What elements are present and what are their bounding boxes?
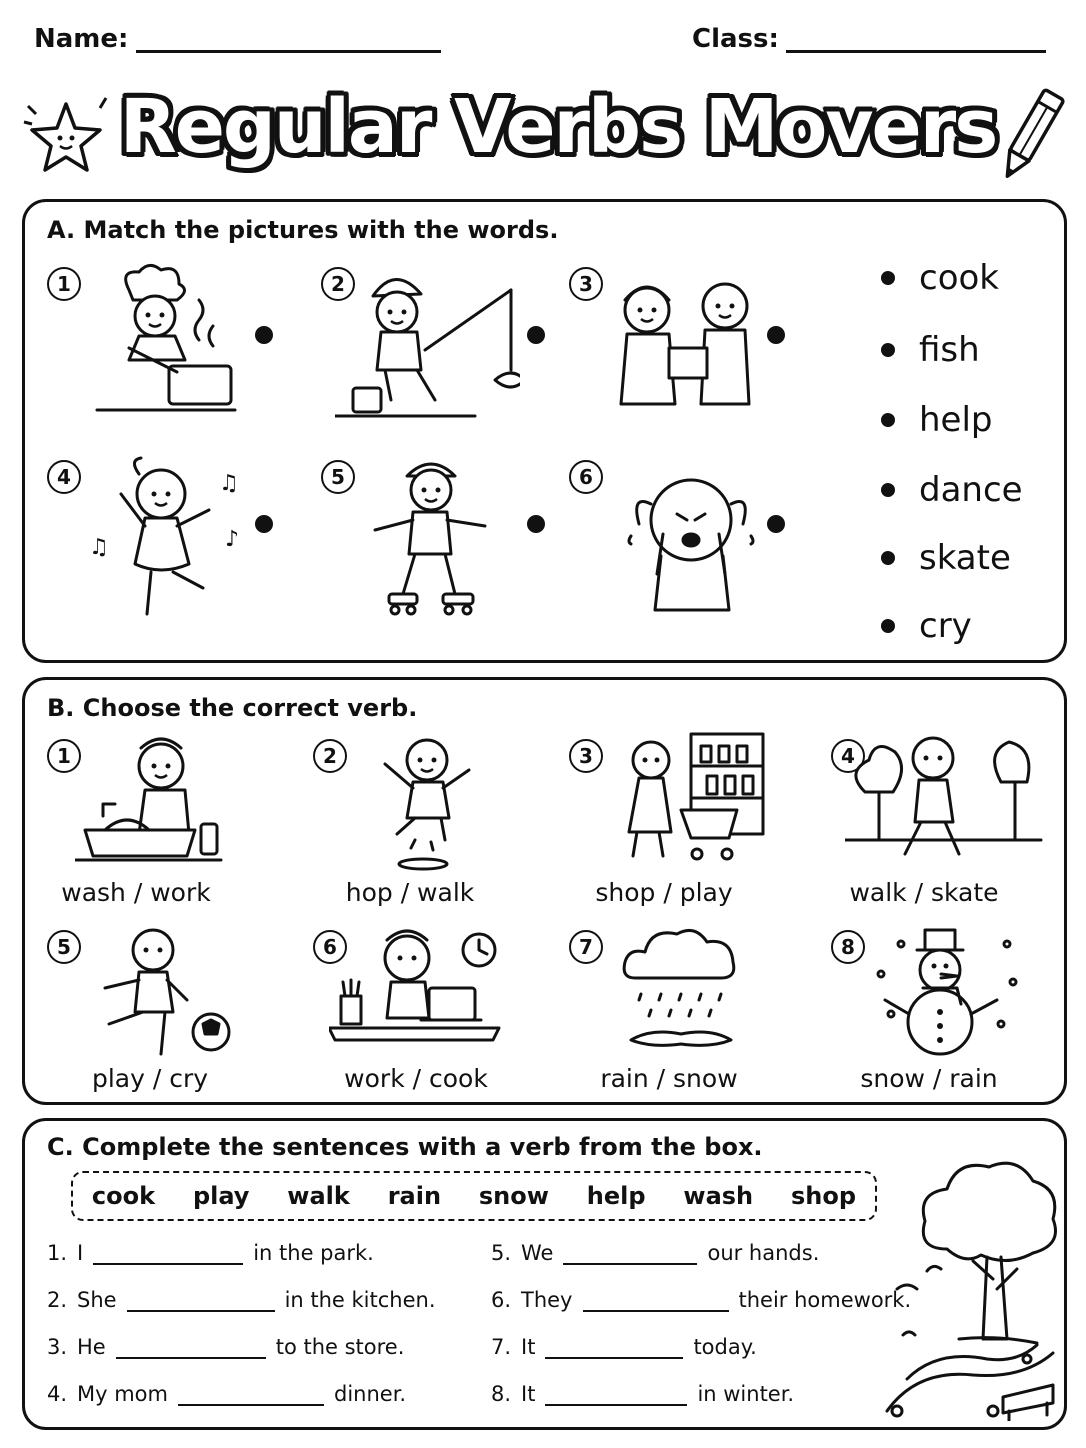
section-a-title: A. Match the pictures with the words. (47, 216, 559, 244)
section-a (22, 199, 1067, 663)
verb-choice[interactable]: shop / play (595, 878, 733, 907)
sentence: 2. She in the kitchen. (47, 1288, 436, 1312)
rain-cloud-icon (621, 924, 741, 1064)
box-word: rain (387, 1182, 442, 1210)
box-word: snow (478, 1182, 549, 1210)
sentence: 6. They their homework. (491, 1288, 912, 1312)
item-number: 1 (47, 739, 81, 773)
answer-blank[interactable] (545, 1337, 683, 1359)
item-number: 4 (47, 460, 81, 494)
item-number: 2 (321, 267, 355, 301)
smiling-star-icon (20, 92, 112, 180)
boy-walking-park-icon (845, 732, 1045, 872)
boy-washing-dishes-icon (75, 734, 225, 869)
item-number: 4 (831, 739, 865, 773)
item-number: 5 (321, 460, 355, 494)
girl-hopping-icon (365, 730, 485, 875)
verb-choice[interactable]: work / cook (344, 1064, 488, 1093)
class-label: Class: (692, 24, 779, 54)
item-number: 2 (313, 739, 347, 773)
match-word[interactable]: cook (881, 258, 999, 298)
item-number: 8 (831, 930, 865, 964)
answer-blank[interactable] (583, 1290, 729, 1312)
word-box (71, 1171, 877, 1221)
item-number: 3 (569, 739, 603, 773)
svg-text:♪: ♪ (225, 527, 240, 552)
verb-choice[interactable]: rain / snow (600, 1064, 738, 1093)
boy-skating-icon (351, 454, 506, 624)
box-word: wash (683, 1182, 754, 1210)
match-dot[interactable] (767, 326, 785, 344)
verb-choice[interactable]: play / cry (91, 1064, 209, 1093)
match-dot[interactable] (527, 326, 545, 344)
svg-text:♫: ♫ (89, 535, 109, 560)
verb-choice[interactable]: hop / walk (345, 878, 475, 907)
match-dot[interactable] (767, 515, 785, 533)
answer-blank[interactable] (178, 1384, 324, 1406)
item-number: 5 (47, 930, 81, 964)
answer-blank[interactable] (563, 1243, 697, 1265)
match-dot[interactable] (255, 326, 273, 344)
name-label: Name: (34, 24, 129, 54)
item-number: 6 (313, 930, 347, 964)
name-field[interactable] (136, 50, 441, 53)
item-number: 7 (569, 930, 603, 964)
match-word[interactable]: dance (881, 470, 1023, 510)
svg-text:♫: ♫ (219, 471, 239, 496)
boy-fishing-icon (335, 260, 520, 425)
verb-choice[interactable]: snow / rain (860, 1064, 998, 1093)
worksheet-title: Regular Verbs Movers (119, 84, 997, 170)
item-number: 1 (47, 267, 81, 301)
box-word: play (192, 1182, 250, 1210)
girl-shopping-cart-icon (611, 732, 771, 867)
box-word: help (586, 1182, 646, 1210)
match-dot[interactable] (255, 515, 273, 533)
verb-choice[interactable]: walk / skate (849, 878, 999, 907)
chef-cooking-icon (89, 260, 239, 425)
sentence: 5. We our hands. (491, 1241, 820, 1265)
girl-crying-icon (601, 464, 781, 614)
box-word: shop (790, 1182, 857, 1210)
sentence: 8. It in winter. (491, 1382, 795, 1406)
section-c-title: C. Complete the sentences with a verb from the box. (47, 1133, 763, 1161)
answer-blank[interactable] (127, 1290, 275, 1312)
sentence: 1. I in the park. (47, 1241, 374, 1265)
kids-helping-icon (597, 274, 777, 414)
answer-blank[interactable] (93, 1243, 243, 1265)
class-field[interactable] (786, 50, 1046, 53)
section-b-title: B. Choose the correct verb. (47, 694, 418, 722)
boy-playing-soccer-icon (95, 924, 235, 1064)
pencil-icon (990, 80, 1070, 190)
match-word[interactable]: fish (881, 330, 980, 370)
answer-blank[interactable] (545, 1384, 687, 1406)
sentence: 4. My mom dinner. (47, 1382, 407, 1406)
section-c (22, 1118, 1067, 1430)
box-word: cook (91, 1182, 156, 1210)
girl-dancing-icon (69, 454, 259, 629)
sentence: 7. It today. (491, 1335, 757, 1359)
match-word[interactable]: skate (881, 538, 1011, 578)
answer-blank[interactable] (116, 1337, 266, 1359)
boy-laptop-working-icon (329, 924, 509, 1054)
section-b (22, 677, 1067, 1105)
verb-choice[interactable]: wash / work (61, 878, 211, 907)
snowman-icon (861, 924, 1021, 1064)
box-word: walk (287, 1182, 350, 1210)
match-dot[interactable] (527, 515, 545, 533)
item-number: 3 (569, 267, 603, 301)
item-number: 6 (569, 460, 603, 494)
match-word[interactable]: help (881, 400, 993, 440)
match-word[interactable]: cry (881, 606, 972, 646)
sentence: 3. He to the store. (47, 1335, 405, 1359)
park-tree-bench-icon (877, 1149, 1063, 1421)
